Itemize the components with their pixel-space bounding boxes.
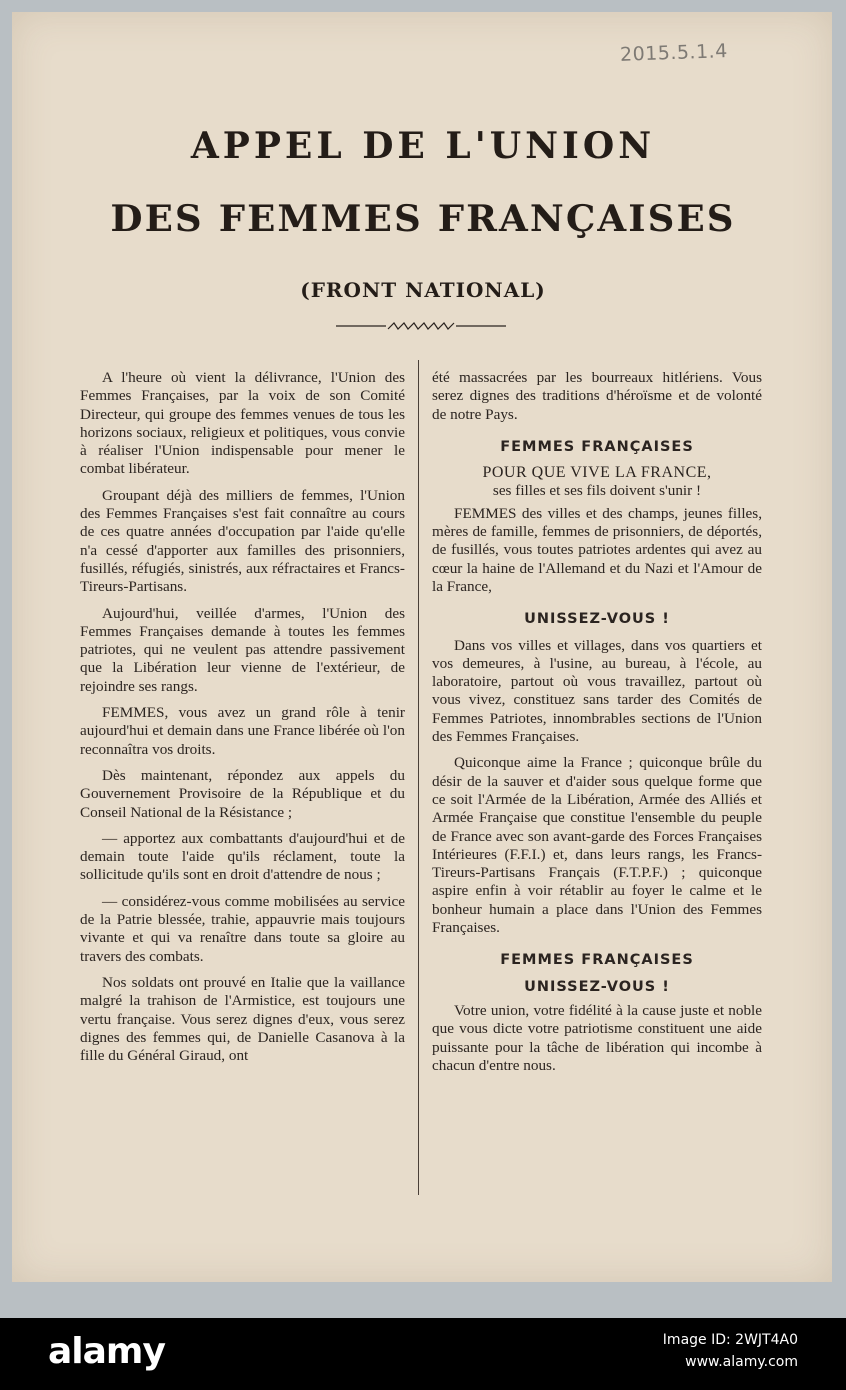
- paragraph-des-maintenant: Dès maintenant, répondez aux appels du Gouvernement Provisoire de la République et du Conseil National de la Résistance ;: [80, 766, 405, 821]
- slogan: POUR QUE VIVE LA FRANCE,: [482, 464, 712, 482]
- heading-femmes-francaises-2: FEMMES FRANÇAISES: [500, 952, 694, 969]
- paragraph-quiconque: Quiconque aime la France ; quiconque brûle du désir de la sauver et d'aider sous quelque forme que ce soit l'Armée de la Libération, Armée des Alliés et Armée Française que constitue l'ensemble du peuple de France avec son avant-garde des Forces Françaises Intérieures (F.F.I.) et, dans leurs rangs, les Francs-Tireurs-Partisans Français (F.T.P.F.) ; quiconque aspire enfin à voir rétablir au foyer le calme et le bonheur humain a place dans l'Union des Femmes Françaises.: [432, 754, 762, 937]
- reference-number: 2015.5.1.4: [619, 40, 729, 66]
- paragraph-continuation: été massacrées par les bourreaux hitlériens. Vous serez dignes des traditions d'héroïsme et de volonté de notre Pays.: [432, 369, 762, 423]
- paragraph-femmes: FEMMES, vous avez un grand rôle à tenir aujourd'hui et demain dans une France libérée où l'on reconnaîtra vos droits.: [80, 704, 405, 758]
- paragraph-intro: A l'heure où vient la délivrance, l'Union des Femmes Françaises, par la voix de son Comité Directeur, qui groupe des femmes venues de tous les horizons sociaux, religieux et politiques, vous convie à réaliser l'Union indispensable pour mener le combat libérateur.: [80, 369, 405, 478]
- paragraph-apportez: — apportez aux combattants d'aujourd'hui et de demain toute l'aide qu'ils réclament, toute la sollicitude qu'ils sont en droit d'attendre de nous ;: [80, 829, 405, 884]
- left-column: [80, 369, 405, 1073]
- alamy-logo: alamy: [48, 1331, 165, 1372]
- paragraph-femmes-des-villes: FEMMES des villes et des champs, jeunes filles, mères de famille, femmes de prisonniers, de déportés, de fusillés, vous toutes patriotes ardentes qui avez au cœur la haine de l'Allemand et du Nazi et l'Amour de la France,: [432, 504, 762, 595]
- paragraph-considerez: — considérez-vous comme mobilisées au service de la Patrie blessée, trahie, appauvrie mais toujours vivante et qui va renaître dans toute sa gloire au travers des combats.: [80, 892, 405, 965]
- paragraph-aujourdhui: Aujourd'hui, veillée d'armes, l'Union des Femmes Françaises demande à toutes les femmes patriotes, qui ne veulent pas attendre passivement que la Libération leur vienne de l'extérieur, de rejoindre ses rangs.: [80, 604, 405, 695]
- subtitle: (FRONT NATIONAL): [300, 278, 546, 302]
- heading-femmes-francaises: FEMMES FRANÇAISES: [500, 438, 694, 455]
- heading-unissez-vous: UNISSEZ-VOUS !: [524, 611, 670, 628]
- paragraph-villes-villages: Dans vos villes et villages, dans vos quartiers et vos demeures, à l'usine, au bureau, à l'école, au laboratoire, partout où vous travaillez, partout où vous vivez, constituez sans tarder des Comités de Femmes Patriotes, innombrables sections de l'Union des Femmes Françaises.: [432, 636, 762, 746]
- title-line-1: APPEL DE L'UNION: [190, 125, 656, 167]
- paragraph-votre-union: Votre union, votre fidélité à la cause juste et noble que vous dicte votre patriotisme constituent une aide puissante pour la tâche de libération qui incombe à chacun d'entre nous.: [432, 1001, 762, 1074]
- paragraph-nos-soldats: Nos soldats ont prouvé en Italie que la vaillance malgré la trahison de l'Armistice, est toujours une vertu française. Vous serez dignes d'eux, vous serez dignes des femmes qui, de Danielle Casanova à la fille du Général Giraud, ont: [80, 973, 405, 1065]
- heading-unissez-vous-2: UNISSEZ-VOUS !: [524, 978, 670, 995]
- title-line-2: DES FEMMES FRANÇAISES: [110, 198, 736, 240]
- right-column: [432, 369, 762, 1083]
- image-id-label: Image ID: 2WJT4A0: [662, 1332, 798, 1348]
- website-label: www.alamy.com: [685, 1354, 798, 1370]
- column-divider: [418, 360, 419, 1195]
- ornament-divider: [336, 318, 506, 334]
- paragraph-groupant: Groupant déjà des milliers de femmes, l'Union des Femmes Françaises s'est fait connaître au cours de ces quatre années d'occupation par l'aide qu'elle n'a cessé d'apporter aux familles des prisonniers, fusillés, réfugiés, sinistrés, aux réfractaires et Francs-Tireurs-Partisans.: [80, 486, 405, 596]
- slogan-continuation: ses filles et ses fils doivent s'unir !: [492, 482, 702, 500]
